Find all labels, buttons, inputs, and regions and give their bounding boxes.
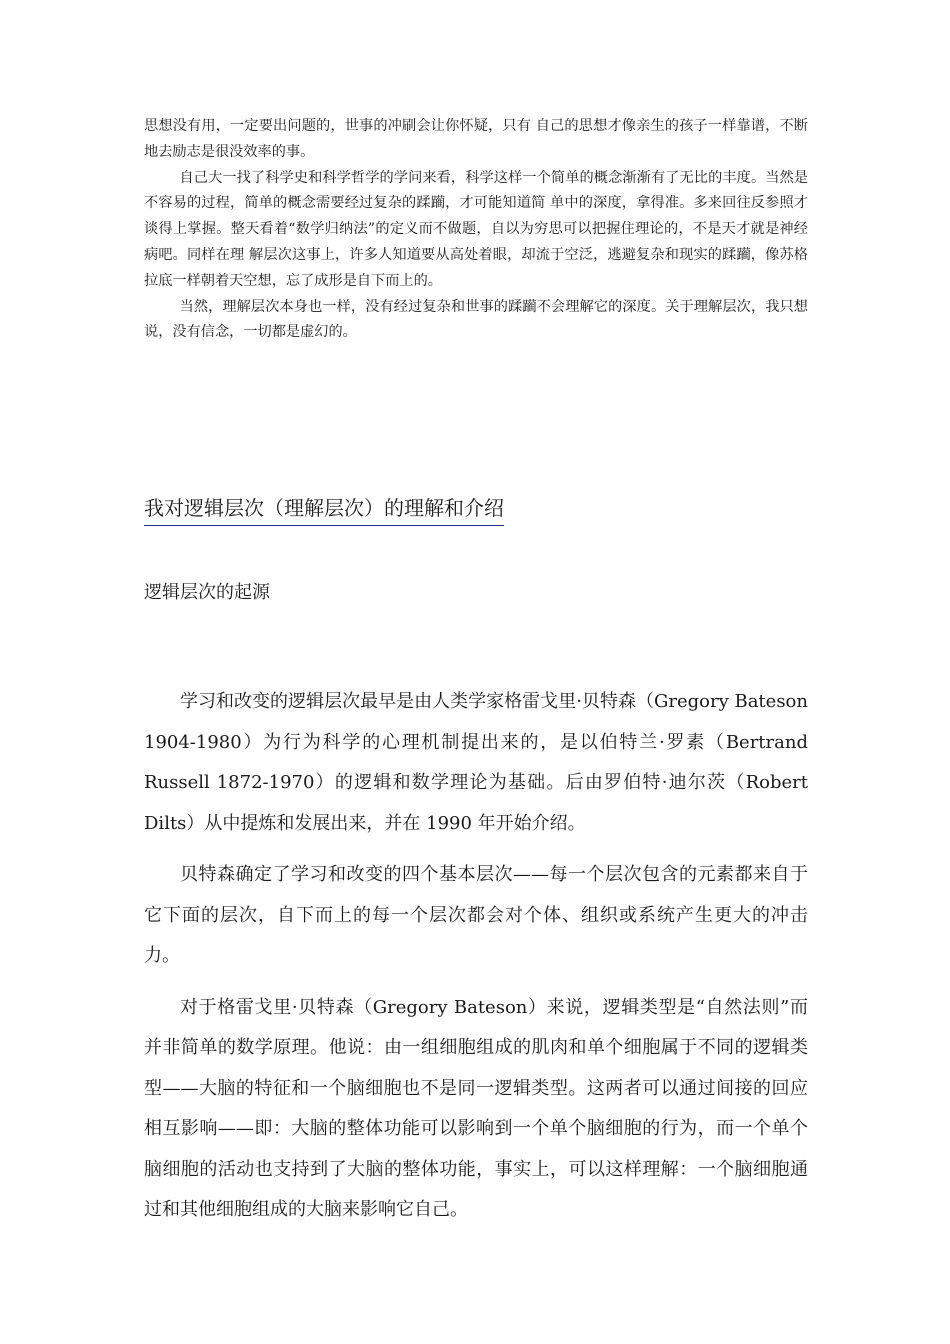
body-section: [144, 682, 808, 1242]
body-paragraph-1: 学习和改变的逻辑层次最早是由人类学家格雷戈里·贝特森（Gregory Bateson 1904-1980）为行为科学的心理机制提出来的，是以伯特兰·罗素（Bertrand Russell 1872-1970）的逻辑和数学理论为基础。后由罗伯特·迪尔茨（Robert Dilts）从中提炼和发展出来，并在 1990 年开始介绍。: [144, 691, 808, 834]
intro-paragraph-1: 思想没有用，一定要出问题的，世事的冲刷会让你怀疑，只有 自己的思想才像亲生的孩子一样靠谱，不断地去励志是很没效率的事。: [144, 118, 808, 160]
intro-paragraph-3: 当然，理解层次本身也一样，没有经过复杂和世事的蹂躏不会理解它的深度。关于理解层次，我只想说，没有信念，一切都是虚幻的。: [144, 298, 808, 341]
section-title: 我对逻辑层次（理解层次）的理解和介绍: [144, 494, 504, 526]
section-subtitle: 逻辑层次的起源: [144, 582, 270, 603]
intro-section: [144, 114, 808, 346]
intro-paragraph-2: 自己大一找了科学史和科学哲学的学问来看，科学这样一个简单的概念渐渐有了无比的丰度。当然是不容易的过程，简单的概念需要经过复杂的蹂躏，才可能知道简 单中的深度，拿得准。多来回往反参照才谈得上掌握。整天看着“数学归纳法”的定义而不做题，自以为穷思可以把握住理论的，不是天才就是神经病吧。同样在理 解层次这事上，许多人知道要从高处着眼，却流于空泛，逃避复杂和现实的蹂躏，像苏格拉底一样朝着天空想，忘了成形是自下而上的。: [144, 169, 808, 289]
body-paragraph-3: 对于格雷戈里·贝特森（Gregory Bateson）来说，逻辑类型是“自然法则”而并非简单的数学原理。他说：由一组细胞组成的肌肉和单个细胞属于不同的逻辑类型——大脑的特征和一个脑细胞也不是同一逻辑类型。这两者可以通过间接的回应相互影响——即：大脑的整体功能可以影响到一个单个脑细胞的行为，而一个单个脑细胞的活动也支持到了大脑的整体功能，事实上，可以这样理解：一个脑细胞通过和其他细胞组成的大脑来影响它自己。: [144, 996, 808, 1220]
body-paragraph-2: 贝特森确定了学习和改变的四个基本层次——每一个层次包含的元素都来自于它下面的层次，自下而上的每一个层次都会对个体、组织或系统产生更大的冲击力。: [144, 864, 808, 966]
